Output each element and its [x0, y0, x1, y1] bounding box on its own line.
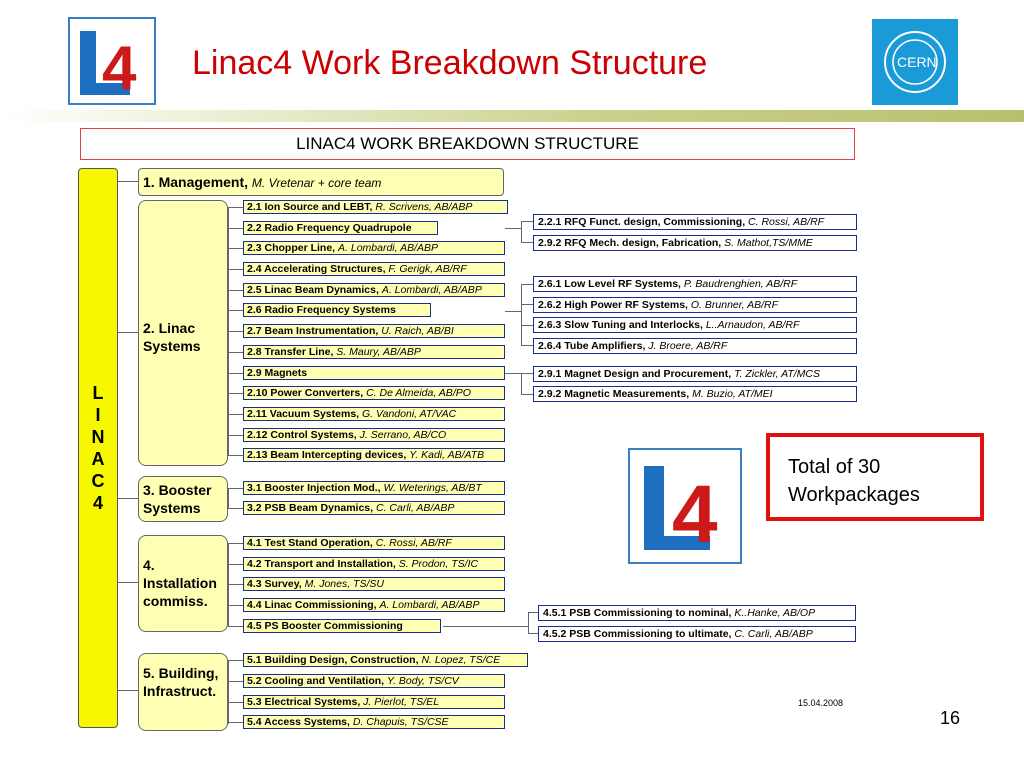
workpackage-23 [243, 695, 505, 709]
connector-line [228, 488, 243, 489]
subpackage-code: 2.9.2 Magnetic Measurements, [538, 388, 690, 400]
title-divider [0, 110, 1024, 122]
total-line-2: Workpackages [788, 484, 920, 506]
connector-line [228, 543, 229, 627]
connector-line [228, 414, 243, 415]
connector-line [228, 543, 243, 544]
workpackage-code: 2.7 Beam Instrumentation, [247, 325, 379, 337]
group-lead: M. Vretenar + core team [251, 176, 382, 190]
subpackage-lead: T. Zickler, AT/MCS [734, 368, 821, 380]
connector-line [118, 332, 138, 333]
subpackage-5 [533, 317, 857, 333]
subpackage-lead: J. Broere, AB/RF [648, 340, 728, 352]
connector-line [521, 284, 533, 285]
subpackage-code: 2.9.2 RFQ Mech. design, Fabrication, [538, 237, 722, 249]
group-installation [138, 535, 228, 632]
connector-line [228, 269, 243, 270]
workpackage-21 [243, 653, 528, 667]
subpackage-lead: P. Baudrenghien, AB/RF [683, 278, 798, 290]
group-booster-systems [138, 476, 228, 522]
connector-line [228, 564, 243, 565]
workpackage-8 [243, 345, 505, 359]
root-letter: A [91, 449, 105, 469]
workpackage-code: 4.5 PS Booster Commissioning [247, 620, 403, 632]
workpackage-lead: Y. Kadi, AB/ATB [409, 449, 485, 461]
subpackage-lead: C. Carli, AB/ABP [734, 628, 813, 640]
workpackage-code: 2.5 Linac Beam Dynamics, [247, 284, 379, 296]
subpackage-lead: S. Mathot,TS/MME [724, 237, 813, 249]
connector-line [228, 310, 243, 311]
connector-line [521, 304, 533, 305]
workpackage-lead: J. Pierlot, TS/EL [363, 696, 440, 708]
connector-line [521, 394, 533, 395]
connector-line [228, 435, 243, 436]
workpackage-lead: A. Lombardi, AB/ABP [338, 242, 439, 254]
connector-line [521, 345, 533, 346]
subpackage-lead: K..Hanke, AB/OP [734, 607, 816, 619]
connector-line [228, 660, 243, 661]
connector-line [228, 331, 243, 332]
subpackage-2 [533, 235, 857, 251]
linac4-logo [68, 17, 156, 105]
linac4-root-node [78, 168, 118, 728]
group-label: 4. Installation commiss. [143, 557, 217, 609]
workpackage-lead: W. Weterings, AB/BT [383, 482, 482, 494]
workpackage-4 [243, 262, 505, 276]
connector-line [228, 626, 243, 627]
workpackage-code: 4.2 Transport and Installation, [247, 558, 396, 570]
workpackage-3 [243, 241, 505, 255]
connector-line [118, 690, 138, 691]
workpackage-lead: S. Prodon, TS/IC [398, 558, 479, 570]
subpackage-lead: O. Brunner, AB/RF [690, 299, 779, 311]
root-letter: I [95, 405, 101, 425]
workpackage-6 [243, 303, 431, 317]
subpackage-6 [533, 338, 857, 354]
workpackage-lead: G. Vandoni, AT/VAC [362, 408, 457, 420]
linac4-logo-large [628, 448, 742, 564]
workpackage-lead: F. Gerigk, AB/RF [388, 263, 467, 275]
connector-line [118, 181, 138, 182]
connector-line [228, 455, 243, 456]
connector-line [528, 612, 529, 633]
connector-line [521, 242, 533, 243]
workpackage-code: 2.6 Radio Frequency Systems [247, 304, 396, 316]
workpackage-2 [243, 221, 438, 235]
workpackage-10 [243, 386, 505, 400]
connector-line [228, 605, 243, 606]
group-label: 3. Booster Systems [143, 482, 212, 516]
connector-line [521, 373, 533, 374]
connector-line [505, 228, 521, 229]
workpackage-code: 2.11 Vacuum Systems, [247, 408, 360, 420]
total-line-1: Total of 30 [788, 456, 881, 478]
svg-text:4: 4 [102, 34, 137, 103]
connector-line [521, 373, 522, 394]
workpackage-code: 2.13 Beam Intercepting devices, [247, 449, 407, 461]
subpackage-code: 2.6.3 Slow Tuning and Interlocks, [538, 319, 703, 331]
connector-line [521, 221, 522, 243]
workpackage-13 [243, 448, 505, 462]
workpackage-code: 2.3 Chopper Line, [247, 242, 336, 254]
connector-line [118, 498, 138, 499]
workpackage-lead: C. De Almeida, AB/PO [366, 387, 471, 399]
workpackage-22 [243, 674, 505, 688]
workpackage-code: 5.2 Cooling and Ventilation, [247, 675, 385, 687]
chart-header: LINAC4 WORK BREAKDOWN STRUCTURE [80, 128, 855, 160]
subpackage-9 [538, 605, 856, 621]
connector-line [118, 582, 138, 583]
connector-line [228, 681, 243, 682]
workpackage-code: 4.1 Test Stand Operation, [247, 537, 373, 549]
connector-line [521, 221, 533, 222]
workpackage-code: 2.2 Radio Frequency Quadrupole [247, 222, 412, 234]
page-number: 16 [940, 708, 961, 728]
workpackage-code: 4.3 Survey, [247, 578, 302, 590]
connector-line [528, 633, 538, 634]
connector-line [228, 373, 243, 374]
page-title: Linac4 Work Breakdown Structure [192, 44, 708, 82]
workpackage-7 [243, 324, 505, 338]
connector-line [521, 284, 522, 346]
connector-line [528, 612, 538, 613]
group-label: 2. Linac Systems [143, 320, 201, 354]
workpackage-18 [243, 577, 505, 591]
subpackage-4 [533, 297, 857, 313]
subpackage-code: 2.2.1 RFQ Funct. design, Commissioning, [538, 216, 746, 228]
root-letter: C [91, 471, 105, 491]
workpackage-code: 2.8 Transfer Line, [247, 346, 334, 358]
workpackage-lead: U. Raich, AB/BI [381, 325, 454, 337]
svg-text:4: 4 [672, 469, 718, 560]
connector-line [228, 584, 243, 585]
group-management [138, 168, 504, 196]
subpackage-lead: C. Rossi, AB/RF [748, 216, 825, 228]
subpackage-code: 4.5.1 PSB Commissioning to nominal, [543, 607, 732, 619]
subpackage-10 [538, 626, 856, 642]
subpackage-code: 2.6.1 Low Level RF Systems, [538, 278, 681, 290]
workpackage-9 [243, 366, 505, 380]
workpackage-lead: N. Lopez, TS/CE [421, 654, 501, 666]
connector-line [228, 228, 243, 229]
workpackage-lead: J. Serrano, AB/CO [359, 429, 447, 441]
workpackage-code: 2.12 Control Systems, [247, 429, 357, 441]
subpackage-code: 2.6.4 Tube Amplifiers, [538, 340, 646, 352]
workpackage-lead: S. Maury, AB/ABP [336, 346, 421, 358]
connector-line [228, 508, 243, 509]
workpackage-lead: R. Scrivens, AB/ABP [375, 201, 473, 213]
footer-date: 15.04.2008 [798, 698, 844, 708]
connector-line [228, 352, 243, 353]
workpackage-11 [243, 407, 505, 421]
workpackage-lead: D. Chapuis, TS/CSE [352, 716, 449, 728]
connector-line [521, 325, 533, 326]
workpackage-code: 3.2 PSB Beam Dynamics, [247, 502, 374, 514]
workpackage-lead: Y. Body, TS/CV [387, 675, 459, 687]
workpackage-24 [243, 715, 505, 729]
subpackage-lead: L..Arnaudon, AB/RF [705, 319, 800, 331]
workpackage-15 [243, 501, 505, 515]
subpackage-8 [533, 386, 857, 402]
svg-text:CERN: CERN [897, 54, 937, 70]
total-callout [766, 433, 984, 521]
workpackage-5 [243, 283, 505, 297]
group-label: 5. Building, Infrastruct. [143, 665, 219, 699]
connector-line [228, 488, 229, 509]
workpackage-lead: A. Lombardi, AB/ABP [379, 599, 480, 611]
workpackage-20 [243, 619, 441, 633]
connector-line [228, 248, 243, 249]
workpackage-lead: A. Lombardi, AB/ABP [381, 284, 482, 296]
workpackage-code: 5.1 Building Design, Construction, [247, 654, 419, 666]
subpackage-3 [533, 276, 857, 292]
workpackage-lead: M. Jones, TS/SU [304, 578, 384, 590]
workpackage-19 [243, 598, 505, 612]
workpackage-code: 3.1 Booster Injection Mod., [247, 482, 381, 494]
workpackage-code: 2.10 Power Converters, [247, 387, 364, 399]
connector-line [443, 626, 528, 627]
cern-logo [872, 19, 958, 105]
workpackage-code: 4.4 Linac Commissioning, [247, 599, 377, 611]
root-letter: N [91, 427, 105, 447]
connector-line [228, 722, 243, 723]
workpackage-code: 2.1 Ion Source and LEBT, [247, 201, 373, 213]
connector-line [228, 661, 229, 724]
workpackage-code: 2.9 Magnets [247, 367, 308, 379]
l4-logo-icon [630, 450, 740, 562]
subpackage-code: 4.5.2 PSB Commissioning to ultimate, [543, 628, 732, 640]
connector-line [228, 702, 243, 703]
workpackage-code: 5.3 Electrical Systems, [247, 696, 361, 708]
workpackage-lead: C. Rossi, AB/RF [375, 537, 452, 549]
group-building [138, 653, 228, 731]
group-linac-systems [138, 200, 228, 466]
subpackage-code: 2.6.2 High Power RF Systems, [538, 299, 688, 311]
workpackage-lead: C. Carli, AB/ABP [375, 502, 455, 514]
workpackage-code: 2.4 Accelerating Structures, [247, 263, 386, 275]
connector-line [228, 207, 243, 208]
subpackage-1 [533, 214, 857, 230]
subpackage-code: 2.9.1 Magnet Design and Procurement, [538, 368, 732, 380]
subpackage-7 [533, 366, 857, 382]
connector-line [228, 393, 243, 394]
workpackage-code: 5.4 Access Systems, [247, 716, 350, 728]
subpackage-lead: M. Buzio, AT/MEI [692, 388, 773, 400]
group-label: 1. Management, [143, 174, 249, 190]
cern-logo-icon [872, 19, 958, 105]
workpackage-1 [243, 200, 508, 214]
connector-line [228, 290, 243, 291]
root-letter: 4 [92, 493, 103, 513]
workpackage-12 [243, 428, 505, 442]
workpackage-14 [243, 481, 505, 495]
workpackage-16 [243, 536, 505, 550]
connector-line [505, 311, 521, 312]
workpackage-17 [243, 557, 505, 571]
l4-logo-icon [70, 19, 154, 103]
connector-line [505, 373, 521, 374]
root-letter: L [92, 383, 104, 403]
